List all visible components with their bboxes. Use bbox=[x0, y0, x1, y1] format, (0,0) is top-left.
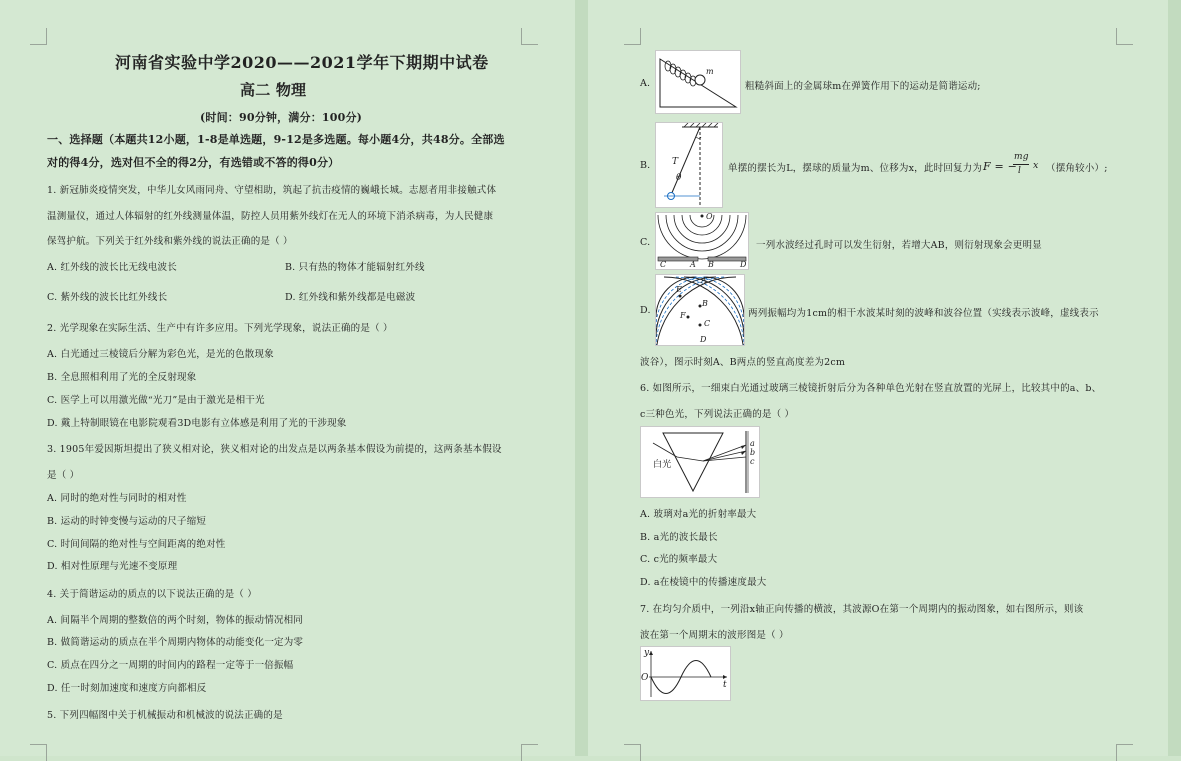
crop-mark bbox=[30, 744, 47, 761]
q5-option-c-label: C. bbox=[640, 237, 651, 248]
fig-b-angle-label: θ bbox=[676, 173, 682, 183]
q5-option-b-formula-den: l bbox=[1018, 166, 1022, 176]
section-heading-line1: 一、选择题（本题共12小题，1-8是单选题，9-12是多选题。每小题4分，共48分。全部选 bbox=[47, 133, 505, 146]
fraction-bar bbox=[1013, 164, 1029, 165]
q3-option-c: C. 时间间隔的绝对性与空间距离的绝对性 bbox=[47, 539, 226, 550]
q6-option-a: A. 玻璃对a光的折射率最大 bbox=[640, 509, 757, 520]
exam-title: 河南省实验中学2020——2021学年下期期中试卷 bbox=[115, 53, 489, 72]
q5-option-b-label: B. bbox=[640, 160, 651, 171]
q2-option-b: B. 全息照相利用了光的全反射现象 bbox=[47, 372, 197, 383]
q7-text: 7. 在均匀介质中，一列沿x轴正向传播的横波，其波源O在第一个周期内的振动图象，如右图所示，则该 bbox=[640, 604, 1084, 615]
figure-diffraction bbox=[655, 212, 749, 270]
fig-prism-band-a: a bbox=[750, 439, 755, 448]
q1-option-b: B. 只有热的物体才能辐射红外线 bbox=[285, 262, 425, 273]
q5-option-d-text: 两列振幅均为1cm的相干水波某时刻的波峰和波谷位置（实线表示波峰，虚线表示 bbox=[748, 308, 1099, 319]
fig-graph-origin-label: O bbox=[641, 673, 649, 683]
q6-option-d: D. a在棱镜中的传播速度最大 bbox=[640, 577, 767, 588]
q5-option-b-formula-x: x bbox=[1033, 160, 1039, 171]
fig-d-point-label: D bbox=[700, 335, 707, 344]
fig-c-point-label: C bbox=[660, 260, 667, 269]
page-right bbox=[588, 0, 1168, 756]
q4-option-a: A. 间隔半个周期的整数倍的两个时刻，物体的振动情况相同 bbox=[47, 615, 304, 626]
q1-option-c: C. 紫外线的波长比红外线长 bbox=[47, 292, 168, 303]
q3-option-d: D. 相对性原理与光速不变原理 bbox=[47, 561, 178, 572]
q2-option-d: D. 戴上特制眼镜在电影院观看3D电影有立体感是利用了光的干涉现象 bbox=[47, 418, 347, 429]
fig-d-point-label: B bbox=[702, 299, 709, 308]
q1-option-a: A. 红外线的波长比无线电波长 bbox=[47, 262, 177, 273]
q5-option-c-text: 一列水波经过孔时可以发生衍射，若增大AB，则衍射现象会更明显 bbox=[756, 240, 1042, 251]
page-gap bbox=[1168, 0, 1181, 756]
q5-option-d-text: 波谷），图示时刻A、B两点的竖直高度差为2cm bbox=[640, 357, 846, 368]
fig-c-point-label: B bbox=[708, 260, 715, 269]
fig-prism-label: 白光 bbox=[653, 460, 672, 470]
crop-mark bbox=[624, 744, 641, 761]
q3-option-b: B. 运动的时钟变慢与运动的尺子缩短 bbox=[47, 516, 207, 527]
fig-prism-band-b: b bbox=[750, 448, 756, 457]
q5-option-b-formula-lhs: F = − bbox=[983, 160, 1018, 173]
figure-spring-incline bbox=[655, 50, 741, 114]
figure-pendulum bbox=[655, 122, 723, 208]
page-left bbox=[0, 0, 575, 756]
exam-subtitle: 高二 物理 bbox=[240, 81, 307, 99]
section-heading-line2: 对的得4分，选对但不全的得2分，有选错或不答的得0分） bbox=[47, 156, 340, 169]
q7-text: 波在第一个周期末的波形图是（ ） bbox=[640, 630, 789, 641]
crop-mark bbox=[521, 28, 538, 45]
q2-text: 2. 光学现象在实际生活、生产中有许多应用。下列光学现象，说法正确的是（ ） bbox=[47, 323, 393, 334]
fig-d-point-label: E bbox=[676, 285, 683, 294]
q5-option-b-text: 单摆的摆长为L，摆球的质量为m、位移为x，此时回复力为 bbox=[728, 163, 983, 174]
crop-mark bbox=[521, 744, 538, 761]
q5-option-a-label: A. bbox=[640, 78, 651, 89]
fig-prism-band-c: c bbox=[750, 457, 755, 466]
q6-text: 6. 如图所示，一细束白光通过玻璃三棱镜折射后分为各种单色光射在竖直放置的光屏上，比较其中的a、b、 bbox=[640, 383, 1102, 394]
fig-c-point-label: A bbox=[690, 260, 696, 269]
crop-mark bbox=[1116, 744, 1133, 761]
q2-option-c: C. 医学上可以用激光做“光刀”是由于激光是相干光 bbox=[47, 395, 265, 406]
exam-meta: (时间：90分钟，满分：100分) bbox=[200, 111, 363, 124]
q1-text: 1. 新冠肺炎疫情突发，中华儿女风雨同舟、守望相助，筑起了抗击疫情的巍峨长城。志愿者用非接触式体 bbox=[47, 185, 497, 196]
fig-c-source-label: O bbox=[706, 212, 713, 221]
q5-option-b-tail: （摆角较小）; bbox=[1046, 163, 1108, 174]
q5-option-b-formula-num: mg bbox=[1014, 152, 1029, 162]
q4-option-d: D. 任一时刻加速度和速度方向都相反 bbox=[47, 683, 207, 694]
q6-option-b: B. a光的波长最长 bbox=[640, 532, 718, 543]
q3-text: 是（ ） bbox=[47, 470, 80, 481]
q5-option-a-text: 粗糙斜面上的金属球m在弹簧作用下的运动是简谐运动; bbox=[745, 81, 981, 92]
crop-mark bbox=[624, 28, 641, 45]
q4-option-b: B. 做简谐运动的质点在半个周期内物体的动能变化一定为零 bbox=[47, 637, 304, 648]
crop-mark bbox=[30, 28, 47, 45]
figure-prism bbox=[640, 426, 760, 498]
q1-option-d: D. 红外线和紫外线都是电磁波 bbox=[285, 292, 416, 303]
fig-b-tension-label: T bbox=[672, 157, 679, 167]
q4-option-c: C. 质点在四分之一周期的时间内的路程一定等于一倍振幅 bbox=[47, 660, 294, 671]
q3-option-a: A. 同时的绝对性与同时的相对性 bbox=[47, 493, 187, 504]
fig-graph-y-label: y bbox=[644, 648, 650, 658]
crop-mark bbox=[1116, 28, 1133, 45]
q6-option-c: C. c光的频率最大 bbox=[640, 554, 718, 565]
q1-text: 温测量仪，通过人体辐射的红外线测量体温，防控人员用紫外线灯在无人的环境下消杀病毒，为人民健康 bbox=[47, 211, 494, 222]
q5-option-d-label: D. bbox=[640, 305, 651, 316]
fig-d-point-label: A bbox=[701, 276, 707, 285]
page-gap bbox=[575, 0, 588, 756]
q5-text: 5. 下列四幅图中关于机械振动和机械波的说法正确的是 bbox=[47, 710, 283, 721]
q4-text: 4. 关于简谐运动的质点的以下说法正确的是（ ） bbox=[47, 589, 257, 600]
fig-d-point-label: F bbox=[680, 311, 686, 320]
q6-text: c三种色光，下列说法正确的是（ ） bbox=[640, 409, 795, 420]
fig-graph-t-label: t bbox=[723, 680, 727, 690]
fig-a-mass-label: m bbox=[706, 67, 714, 76]
q1-text: 保驾护航。下列关于红外线和紫外线的说法正确的是（ ） bbox=[47, 236, 293, 247]
figure-interference bbox=[655, 274, 745, 346]
q2-option-a: A. 白光通过三棱镜后分解为彩色光，是光的色散现象 bbox=[47, 349, 274, 360]
q3-text: 3. 1905年爱因斯坦提出了狭义相对论，狭义相对论的出发点是以两条基本假设为前提的，这两条基本假设 bbox=[47, 444, 502, 455]
figure-vibration-graph bbox=[640, 646, 731, 701]
fig-d-point-label: C bbox=[704, 319, 711, 328]
fig-c-point-label: D bbox=[740, 260, 747, 269]
